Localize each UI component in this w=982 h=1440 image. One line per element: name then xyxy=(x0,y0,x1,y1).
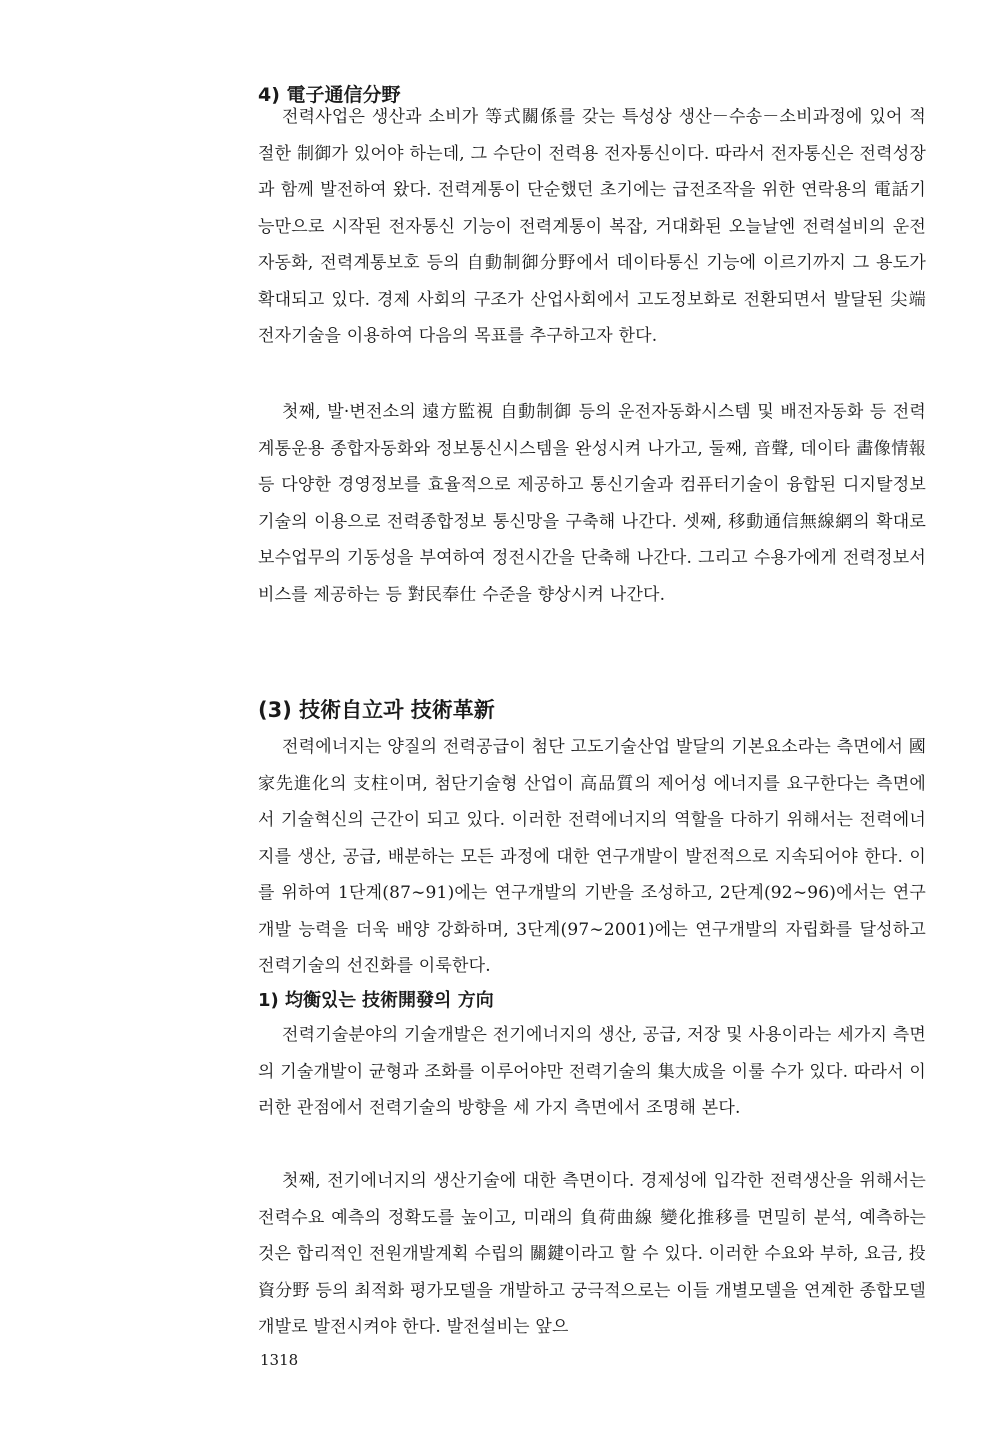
subsection-heading-balanced-development: 1) 均衡있는 技術開發의 方向 xyxy=(258,990,494,1011)
paragraph-generation-technology: 첫째, 전기에너지의 생산기술에 대한 측면이다. 경제성에 입각한 전력생산을 위해서는 전력수요 예측의 정확도를 높이고, 미래의 負荷曲線 變化推移를 면밀히 분석, 예측하는 것은 합리적인 전원개발계획 수립의 關鍵이라고 할 수 있다. 이러한 수요와 부하, 요금, 投資分野 등의 최적화 평가모델을 개발하고 궁극적으로는 이들 개별모델을 연계한 종합모델 개발로 발전시켜야 한다. 발전설비는 앞으 xyxy=(258,1171,926,1337)
paragraph-balanced-development: 전력기술분야의 기술개발은 전기에너지의 생산, 공급, 저장 및 사용이라는 세가지 측면의 기술개발이 균형과 조화를 이루어야만 전력기술의 集大成을 이룰 수가 있다. 따라서 이러한 관점에서 전력기술의 방향을 세 가지 측면에서 조명해 본다. xyxy=(258,1025,926,1118)
page-number: 1318 xyxy=(260,1351,299,1369)
paragraph-technology-role: 전력에너지는 양질의 전력공급이 첨단 고도기술산업 발달의 기본요소라는 측면에서 國家先進化의 支柱이며, 첨단기술형 산업이 高品質의 제어성 에너지를 요구한다는 측면에서 기술혁신의 근간이 되고 있다. 이러한 전력에너지의 역할을 다하기 위해서는 전력에너지를 생산, 공급, 배분하는 모든 과정에 대한 연구개발이 발전적으로 지속되어야 한다. 이를 위하여 1단계(87∼91)에는 연구개발의 기반을 조성하고, 2단계(92∼96)에서는 연구개발 능력을 더욱 배양 강화하며, 3단계(97∼2001)에는 연구개발의 자립화를 달성하고 전력기술의 선진화를 이룩한다. xyxy=(258,737,926,976)
paragraph-communication-goals: 첫째, 발·변전소의 遠方監視 自動制御 등의 운전자동화시스템 및 배전자동화 등 전력계통운용 종합자동화와 정보통신시스템을 완성시켜 나가고, 둘째, 音聲, 데이타 畵像情報 등 다양한 경영정보를 효율적으로 제공하고 통신기술과 컴퓨터기술이 융합된 디지탈정보기술의 이용으로 전력종합정보 통신망을 구축해 나간다. 셋째, 移動通信無線網의 확대로 보수업무의 기동성을 부여하여 정전시간을 단축해 나간다. 그리고 수용가에게 전력정보서비스를 제공하는 등 對民奉仕 수준을 향상시켜 나간다. xyxy=(258,402,926,605)
section-heading-electronic-communication: 4) 電子通信分野 xyxy=(258,84,401,106)
paragraph-communication-intro: 전력사업은 생산과 소비가 等式關係를 갖는 특성상 생산－수송－소비과정에 있어 적절한 制御가 있어야 하는데, 그 수단이 전력용 전자통신이다. 따라서 전자통신은 전력성장과 함께 발전하여 왔다. 전력계통이 단순했던 초기에는 급전조작을 위한 연락용의 電話기능만으로 시작된 전자통신 기능이 전력계통이 복잡, 거대화된 오늘날엔 전력설비의 운전자동화, 전력계통보호 등의 自動制御分野에서 데이타통신 기능에 이르기까지 그 용도가 확대되고 있다. 경제 사회의 구조가 산업사회에서 고도정보화로 전환되면서 발달된 尖端전자기술을 이용하여 다음의 목표를 추구하고자 한다. xyxy=(258,107,926,346)
section-heading-technology-independence: (3) 技術自立과 技術革新 xyxy=(258,698,495,722)
